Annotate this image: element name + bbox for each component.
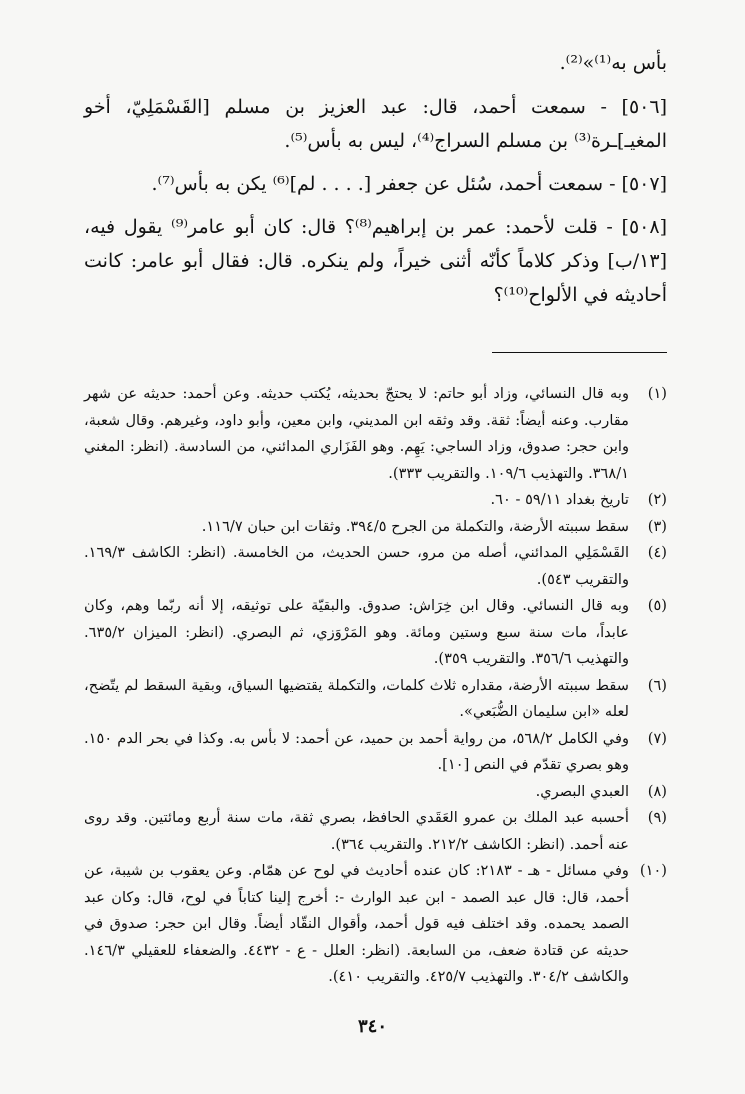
entry-508: [٥٠٨] - قلت لأحمد: عمر بن إبراهيم⁽⁸⁾؟ قال: كان أبو عامر⁽⁹⁾ يقول فيه، [١٣/ب] وذكر كلاماً كأنّه أثنى خيراً، ولم ينكره. قال: فقال أبو عامر: كانت أحاديثه في الألواح⁽¹⁰⁾؟ <box>84 216 667 306</box>
footnote <box>84 805 667 858</box>
footnote-text: سقط سببته الأرضة، مقداره ثلاث كلمات، والتكملة يقتضيها السياق، وبقية السقط لم يتّضح، لعله «ابن سليمان الضُّبَعي». <box>84 676 629 720</box>
main-text <box>84 46 667 312</box>
page-number: ٣٤٠ <box>357 1016 387 1037</box>
footnote-text: وفي الكامل ٥٦٨/٢، من رواية أحمد بن حميد، عن أحمد: لا بأس به. وكذا في بحر الدم ١٥٠. وهو بصري تقدّم في النص [١٠]. <box>84 729 629 773</box>
continuation-line: بأس به⁽¹⁾»⁽²⁾. <box>559 52 667 74</box>
footnote-number: (٧) <box>647 729 667 747</box>
footnote-text: القَسْمَلِي المدائني، أصله من مرو، حسن الحديث، من الخامسة. (انظر: الكاشف ١٦٩/٣. والتقريب ٥٤٣). <box>84 544 629 588</box>
footnote <box>84 779 667 806</box>
entry-506: [٥٠٦] - سمعت أحمد، قال: عبد العزيز بن مسلم [القَسْمَلِيّ، أخو المغيـ]ـرة⁽³⁾ بن مسلم السراج⁽⁴⁾، ليس به بأس⁽⁵⁾. <box>84 96 667 152</box>
footnote-text: العبدي البصري. <box>535 782 629 800</box>
footnote <box>84 593 667 673</box>
footnote <box>84 540 667 593</box>
footnote-text: وفي مسائل - هـ - ٢١٨٣: كان عنده أحاديث في لوح عن همّام. وعن يعقوب بن شيبة، عن أحمد، قال: قال عبد الصمد - ابن عبد الوارث -: أخرج إلينا كتاباً في لوح، قال: وكان عبد الصمد يحمده. وقد اختلف فيه قول أحمد، وأقوال النقّاد أيضاً. وقال ابن حجر: صدوق في حديثه عن قتادة ضعف، من السابعة. (انظر: العلل - ع - ٤٤٣٢. والضعفاء للعقيلي ١٤٦/٣. والكاشف ٣٠٤/٢. والتهذيب ٤٢٥/٧. والتقريب ٤١٠). <box>84 862 629 985</box>
entry-507: [٥٠٧] - سمعت أحمد، سُئل عن جعفر [. . . . لم]⁽⁶⁾ يكن به بأس⁽⁷⁾. <box>151 173 667 195</box>
footnote-number: (٦) <box>647 676 667 694</box>
footnote-number: (٣) <box>647 517 667 535</box>
footnote-number: (١٠) <box>639 862 667 879</box>
footnote <box>84 726 667 779</box>
footnote-number: (٩) <box>647 809 667 826</box>
footnote-number: (٢) <box>647 491 667 508</box>
footnote-text: وبه قال النسائي. وقال ابن خِرَاش: صدوق. والبقيّة على توثيقه، إلا أنه ربّما وهم، وكان عابداً، مات سنة سبع وستين ومائة. وهو المَرْوَزي، ثم البصري. (انظر: الميزان ٦٣٥/٢. والتهذيب ٣٥٦/٦. والتقريب ٣٥٩). <box>84 597 629 667</box>
footnote-separator <box>492 352 667 353</box>
footnote <box>84 858 667 991</box>
footnote-number: (٤) <box>647 544 667 561</box>
footnote-number: (٥) <box>647 597 667 614</box>
footnote <box>84 381 667 487</box>
footnote <box>84 514 667 541</box>
footnote <box>84 487 667 514</box>
footnotes <box>84 381 667 991</box>
footnote-number: (٨) <box>647 782 667 800</box>
footnote-text: سقط سببته الأرضة، والتكملة من الجرح ٣٩٤/٥. وثقات ابن حبان ١١٦/٧. <box>201 517 629 535</box>
footnote-text: وبه قال النسائي، وزاد أبو حاتم: لا يحتجّ بحديثه، يُكتب حديثه. وعن أحمد: حديثه عن شهر مقارب. وعنه أيضاً: ثقة. وقد وثقه ابن المديني، وابن معين، وأبو داود، وغيرهم. وقال شعبة، وابن حجر: صدوق، وزاد الساجي: يَهِم. وهو الفَزَاري المدائني، من السادسة. (انظر: المغني ٣٦٨/١. والتهذيب ١٠٩/٦. والتقريب ٣٣٣). <box>84 385 629 482</box>
footnote-number: (١) <box>647 385 667 402</box>
footnote-text: تاريخ بغداد ٥٩/١١ - ٦٠. <box>490 491 629 508</box>
footnote-text: أحسبه عبد الملك بن عمرو العَقَدي الحافظ، بصري ثقة، مات سنة أربع ومائتين. وقد روى عنه أحمد. (انظر: الكاشف ٢١٢/٢. والتقريب ٣٦٤). <box>84 809 629 853</box>
footnote <box>84 673 667 726</box>
